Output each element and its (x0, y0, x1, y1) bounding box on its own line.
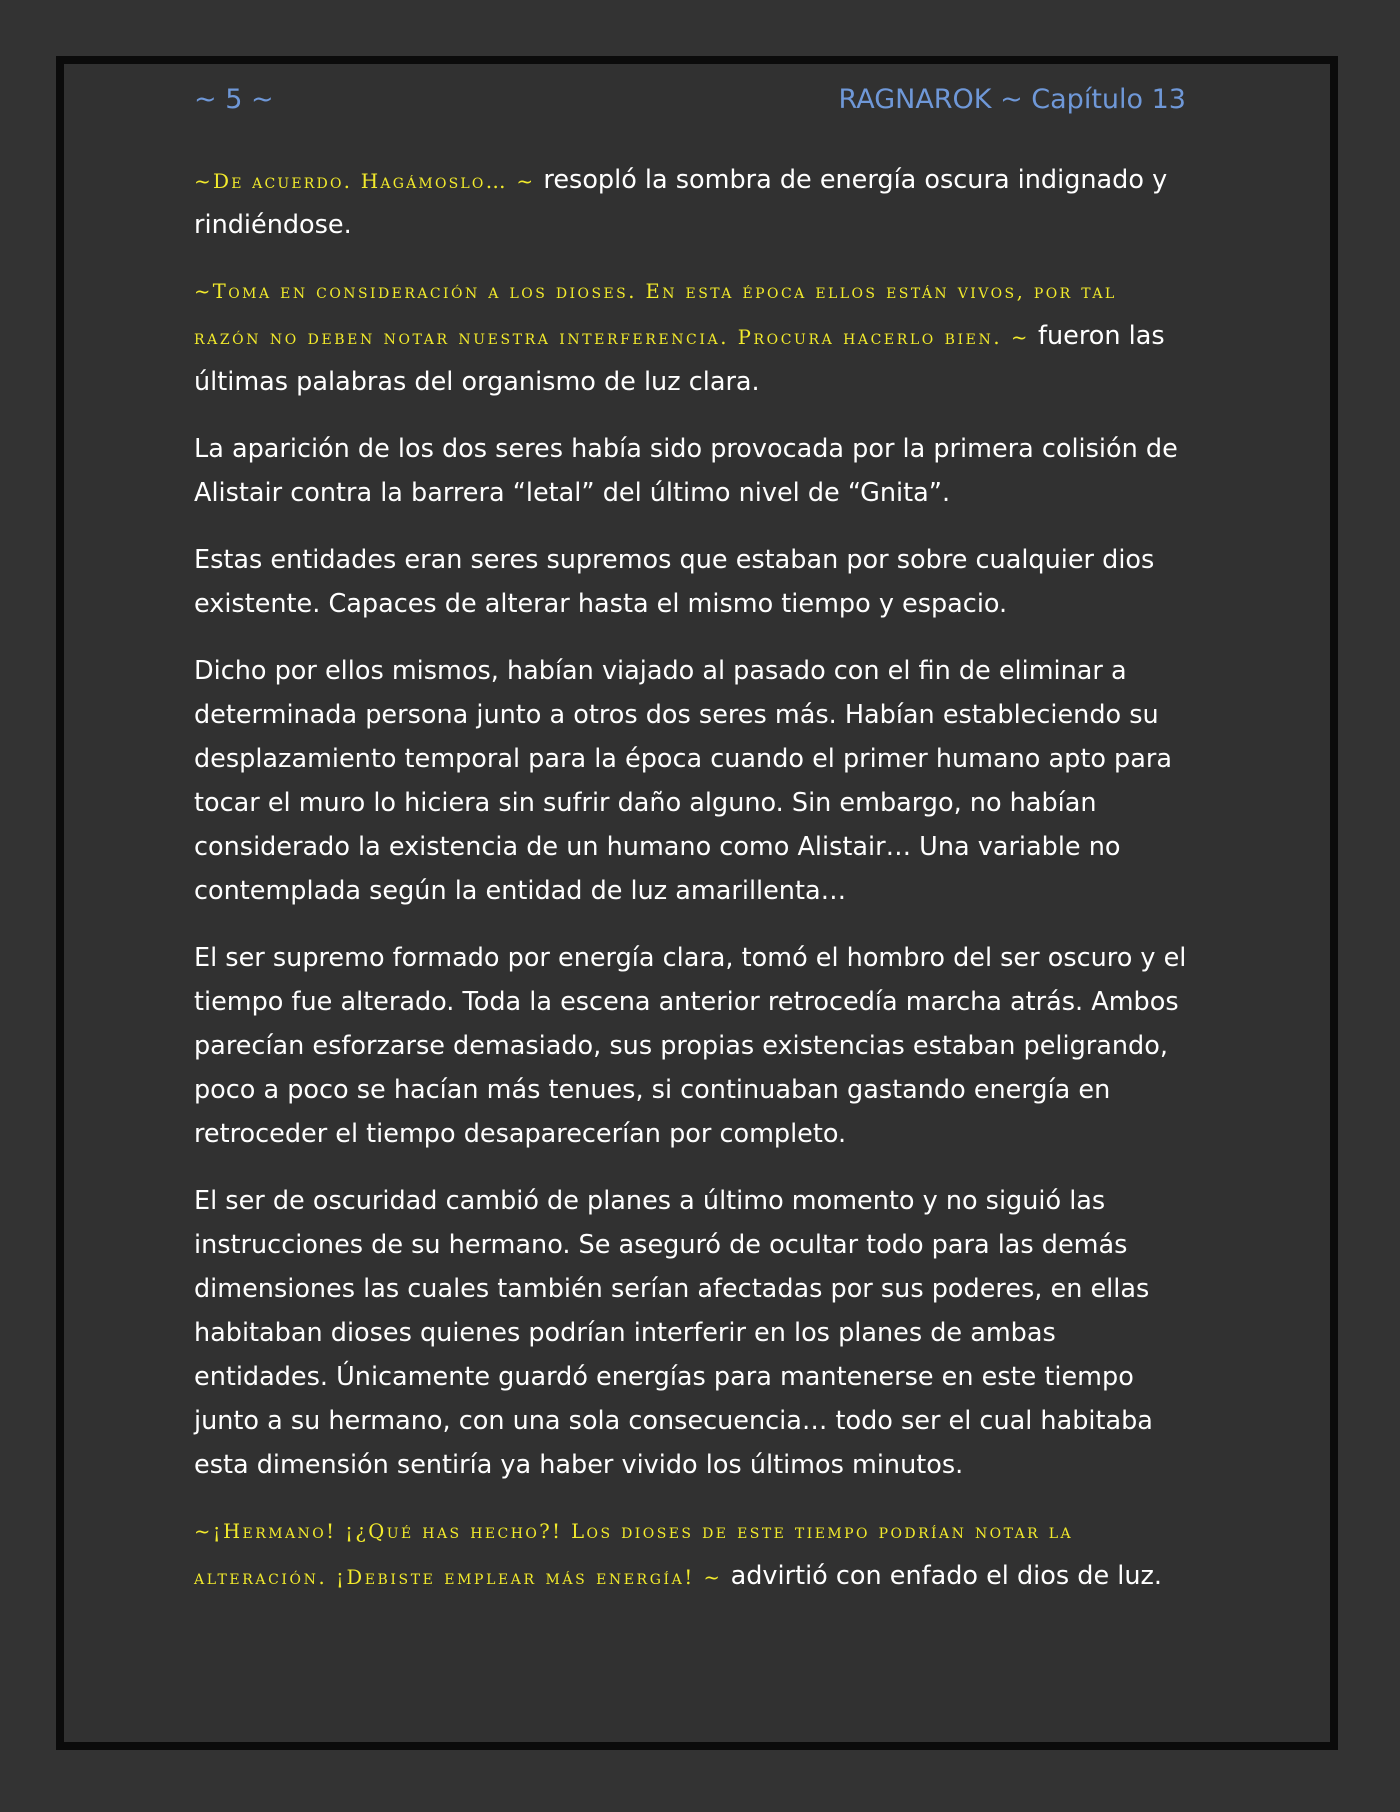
dialogue-speech-line-1: ~¡Hermano! ¡¿Qué has hecho?! Los dioses de este tiempo podrían notar la (194, 1520, 1074, 1543)
paragraph-1 (194, 158, 1194, 247)
page-number: ~ 5 ~ (194, 84, 274, 115)
dialogue-speech-line-2: razón no deben notar nuestra interferencia. Procura hacerlo bien. ~ (194, 326, 1030, 349)
paragraph-8 (194, 1510, 1194, 1600)
narration: fueron las últimas palabras del organismo de luz clara. (194, 321, 1165, 397)
paragraph-6: El ser supremo formado por energía clara, tomó el hombro del ser oscuro y el tiempo fue alterado. Toda la escena anterior retrocedía marcha atrás. Ambos parecían esforzarse demasiado, sus propias existencias estaban peligrando, poco a poco se hacían más tenues, si continuaban gastando energía en retroceder el tiempo desaparecerían por completo. (194, 943, 1187, 1149)
narration: resopló la sombra de energía oscura indignado y rindiéndose. (194, 165, 1168, 240)
narration: advirtió con enfado el dios de luz. (722, 1561, 1162, 1591)
dialogue-speech-line-1: ~Toma en consideración a los dioses. En esta época ellos están vivos, por tal (194, 280, 1117, 303)
paragraph-3: La aparición de los dos seres había sido provocada por la primera colisión de Alistair contra la barrera “letal” del último nivel de “Gnita”. (194, 434, 1178, 508)
dialogue-speech-line-2: alteración. ¡Debiste emplear más energía! ~ (194, 1566, 723, 1589)
chapter-title: RAGNAROK ~ Capítulo 13 (838, 84, 1186, 115)
paragraph-5: Dicho por ellos mismos, habían viajado al pasado con el fin de eliminar a determinada persona junto a otros dos seres más. Habían estableciendo su desplazamiento temporal para la época cuando el primer humano apto para tocar el muro lo hiciera sin sufrir daño alguno. Sin embargo, no habían considerado la existencia de un humano como Alistair… Una variable no contemplada según la entidad de luz amarillenta… (194, 656, 1172, 906)
page-header (194, 84, 1186, 124)
paragraph-2 (194, 270, 1194, 404)
dialogue-speech: ~De acuerdo. Hagámoslo… ~ (194, 169, 536, 193)
paragraph-7: El ser de oscuridad cambió de planes a último momento y no siguió las instrucciones de su hermano. Se aseguró de ocultar todo para las demás dimensiones las cuales también serían afectadas por sus poderes, en ellas habitaban dioses quienes podrían interferir en los planes de ambas entidades. Únicamente guardó energías para mantenerse en este tiempo junto a su hermano, con una sola consecuencia… todo ser el cual habitaba esta dimensión sentiría ya haber vivido los últimos minutos. (194, 1186, 1153, 1480)
chapter-text (194, 158, 1194, 1623)
paragraph-4: Estas entidades eran seres supremos que estaban por sobre cualquier dios existente. Capaces de alterar hasta el mismo tiempo y espacio. (194, 545, 1155, 619)
